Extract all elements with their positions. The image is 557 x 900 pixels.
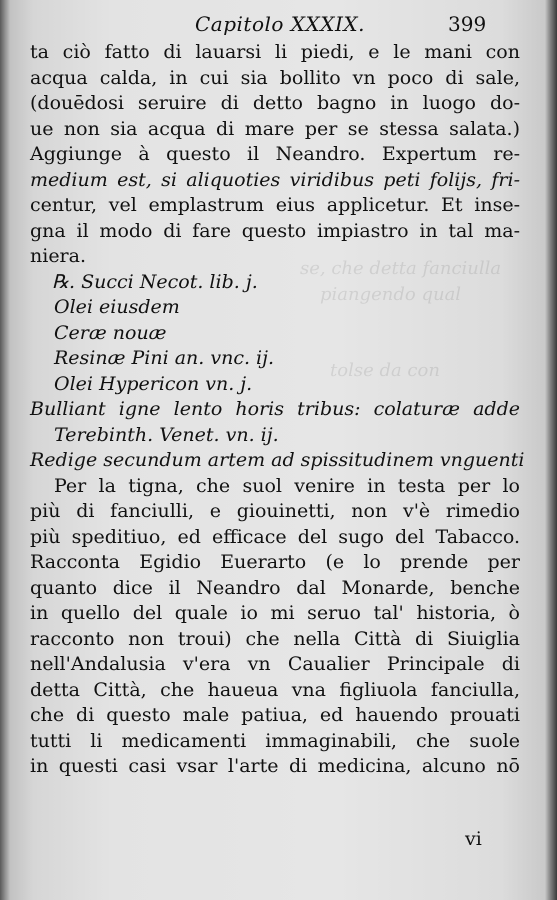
text-line: Racconta Egidio Euerarto (e lo prende per (30, 551, 520, 573)
recipe-line: ℞. Succi Necot. lib. j. (52, 270, 258, 293)
text-line: racconto non troui) che nella Città di Siuiglia (30, 627, 520, 650)
text-line: in questi casi vsar l'arte di medicina, alcuno nō (30, 755, 520, 777)
recipe-line: Bulliant igne lento horis tribus: colaturæ adde (30, 398, 520, 420)
recipe-line: Terebinth. Venet. vn. ij. (54, 423, 279, 446)
text-line: Per la tigna, che suol venire in testa per lo (54, 474, 520, 497)
text-line: ue non sia acqua di mare per se stessa salata.) (30, 117, 520, 140)
text-line: nell'Andalusia v'era vn Caualier Principale di (30, 653, 520, 675)
text-line: niera. (30, 245, 87, 267)
recipe-line: Olei Hypericon vn. j. (54, 372, 253, 395)
bleed-through-decoration: tolse da con (330, 360, 440, 381)
page-header (0, 10, 557, 40)
running-head: Capitolo XXXIX. (195, 12, 366, 36)
recipe-line: Redige secundum artem ad spissitudinem vnguenti (30, 449, 525, 471)
text-line: Aggiunge à questo il Neandro. Expertum re- (30, 143, 520, 165)
recipe-line: Resinæ Pini an. vnc. ij. (54, 347, 275, 369)
page-left-edge-shadow (0, 0, 10, 900)
text-line: più speditiuo, ed efficace del sugo del Tabacco. (30, 525, 520, 548)
text-line: che di questo male patiua, ed hauendo prouati (30, 704, 520, 726)
bleed-through-decoration: piangendo qual (320, 284, 462, 305)
text-line: quanto dice il Neandro dal Monarde, benche (30, 576, 520, 599)
catchword: vi (465, 828, 482, 850)
text-line: medium est, si aliquoties viridibus peti folijs, fri- (30, 168, 520, 191)
text-line: in quello del quale io mi seruo tal' historia, ò (30, 602, 520, 624)
text-line: gna il modo di fare questo impiastro in tal ma- (30, 219, 520, 242)
body-text (30, 40, 525, 780)
page-number: 399 (448, 12, 487, 36)
text-line: ta ciò fatto di lauarsi li piedi, e le mani con (30, 41, 520, 63)
text-line: acqua calda, in cui sia bollito vn poco di sale, (30, 66, 520, 89)
text-line: centur, vel emplastrum eius applicetur. Et inse- (30, 194, 520, 216)
recipe-line: Olei eiusdem (54, 296, 180, 318)
text-line: tutti li medicamenti immaginabili, che suole (30, 729, 520, 752)
text-line: (douēdosi seruire di detto bagno in luogo do- (30, 92, 520, 114)
text-line: detta Città, che haueua vna figliuola fanciulla, (30, 678, 520, 701)
page-right-edge-shadow (545, 0, 557, 900)
bleed-through-decoration: se, che detta fanciulla (300, 258, 502, 279)
recipe-line: Ceræ nouæ (54, 321, 167, 344)
text-line: più di fanciulli, e giouinetti, non v'è rimedio (30, 500, 520, 522)
